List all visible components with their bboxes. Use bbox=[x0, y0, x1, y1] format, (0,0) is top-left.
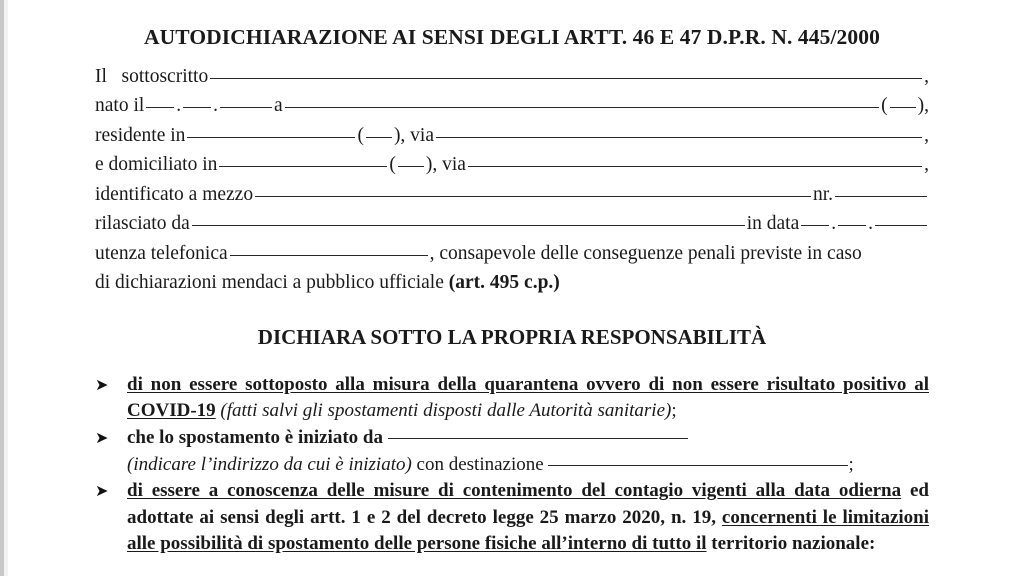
text-dichiarazioni-mendaci: di dichiarazioni mendaci a pubblico ufficiale bbox=[95, 272, 449, 294]
declaration-item-containment bbox=[127, 478, 929, 558]
input-residence-city[interactable] bbox=[187, 137, 355, 138]
field-row-utenza-telefonica bbox=[95, 244, 929, 274]
input-birth-month[interactable] bbox=[183, 107, 211, 108]
declaration-quarantine-note: (fatti salvi gli spostamenti disposti dalle Autorità sanitarie) bbox=[215, 400, 672, 422]
label-in-data: in data bbox=[746, 213, 800, 235]
field-row-identificato bbox=[95, 185, 929, 215]
field-row-domiciliato bbox=[95, 155, 929, 185]
label-residence-via: ), via bbox=[393, 124, 435, 146]
personal-details-fields bbox=[0, 51, 1024, 303]
declaration-origin-label: che lo spostamento è iniziato da bbox=[127, 427, 383, 449]
label-identificato-a-mezzo: identificato a mezzo bbox=[95, 183, 254, 205]
tail-domiciliato: , bbox=[924, 154, 929, 176]
input-movement-origin[interactable] bbox=[388, 438, 688, 439]
input-residence-street[interactable] bbox=[436, 137, 922, 138]
declaration-origin-note: (indicare l’indirizzo da cui è iniziato) bbox=[127, 453, 412, 475]
label-id-number: nr. bbox=[812, 183, 833, 205]
birth-date-separator-1: . bbox=[176, 95, 182, 117]
input-birth-day[interactable] bbox=[146, 107, 174, 108]
label-nato-a: a bbox=[274, 95, 283, 117]
issue-date-separator-1: . bbox=[831, 213, 837, 235]
input-birth-province[interactable] bbox=[890, 107, 916, 108]
declaration-containment-part1: di essere a conoscenza delle misure di contenimento del contagio vigenti alla data odierna bbox=[127, 480, 902, 502]
arrow-bullet-icon: ➤ bbox=[95, 428, 109, 448]
declarations-list bbox=[0, 350, 1024, 558]
arrow-bullet-icon: ➤ bbox=[95, 374, 109, 394]
input-id-document-number[interactable] bbox=[835, 196, 927, 197]
input-domicile-province[interactable] bbox=[398, 166, 424, 167]
label-residente-in: residente in bbox=[95, 124, 186, 146]
input-domicile-city[interactable] bbox=[219, 166, 387, 167]
field-row-residente bbox=[95, 126, 929, 156]
input-residence-province[interactable] bbox=[366, 137, 392, 138]
input-issue-day[interactable] bbox=[801, 225, 829, 226]
label-utenza-telefonica: utenza telefonica bbox=[95, 242, 228, 264]
paren-open-domicile-province: ( bbox=[389, 154, 396, 176]
declaration-quarantine-tail: ; bbox=[671, 400, 677, 422]
declaration-origin-tail: ; bbox=[848, 453, 854, 475]
label-rilasciato-da: rilasciato da bbox=[95, 213, 190, 235]
field-row-rilasciato bbox=[95, 214, 929, 244]
tail-consapevole: , consapevole delle conseguenze penali previste in caso bbox=[429, 242, 862, 264]
arrow-bullet-icon: ➤ bbox=[95, 481, 109, 501]
input-issue-year[interactable] bbox=[875, 225, 927, 226]
declaration-heading: DICHIARA SOTTO LA PROPRIA RESPONSABILITÀ bbox=[257, 324, 767, 349]
input-issue-month[interactable] bbox=[838, 225, 866, 226]
input-birth-year[interactable] bbox=[220, 107, 272, 108]
input-movement-destination[interactable] bbox=[548, 465, 848, 466]
declaration-containment-part2: ed adottate ai sensi degli artt. 1 e 2 del decreto legge 25 marzo 2020, n. 19, bbox=[127, 480, 929, 528]
declaration-item-quarantine bbox=[127, 372, 929, 425]
label-domicile-via: ), via bbox=[425, 154, 466, 176]
list-item bbox=[95, 372, 929, 425]
text-art-495-cp: (art. 495 c.p.) bbox=[448, 272, 560, 294]
list-item bbox=[95, 478, 929, 558]
issue-date-separator-2: . bbox=[868, 213, 873, 235]
declaration-item-origin bbox=[127, 425, 929, 478]
field-row-nato-il bbox=[95, 96, 929, 126]
page-title: AUTODICHIARAZIONE AI SENSI DEGLI ARTT. 46 E 47 D.P.R. N. 445/2000 bbox=[144, 25, 880, 49]
declaration-destination-label: con destinazione bbox=[411, 453, 549, 475]
input-id-document-type[interactable] bbox=[255, 196, 811, 197]
birth-date-separator-2: . bbox=[213, 95, 219, 117]
declaration-quarantine-main: di non essere sottoposto alla misura della quarantena ovvero di non essere risultato positivo al COVID-19 bbox=[127, 373, 929, 422]
input-phone-number[interactable] bbox=[230, 255, 428, 256]
declaration-containment-part4: territorio nazionale: bbox=[711, 533, 876, 555]
tail-residente: , bbox=[924, 124, 929, 146]
label-nato-il: nato il bbox=[95, 95, 145, 117]
declaration-containment-part3: concernenti le limitazioni alle possibilità di spostamento delle persone fisiche all’interno di tutto il bbox=[127, 506, 929, 555]
paren-open-residence-province: ( bbox=[357, 124, 364, 146]
tail-nato-il: ), bbox=[917, 95, 929, 117]
label-sottoscritto: Il sottoscritto bbox=[95, 65, 209, 87]
input-domicile-street[interactable] bbox=[468, 166, 922, 167]
input-sottoscritto[interactable] bbox=[210, 78, 922, 79]
input-issuing-authority[interactable] bbox=[192, 225, 745, 226]
field-row-sottoscritto bbox=[95, 67, 929, 97]
paren-open-birth-province: ( bbox=[881, 95, 888, 117]
tail-sottoscritto: , bbox=[924, 65, 929, 87]
field-row-dichiarazioni-mendaci bbox=[95, 273, 929, 303]
label-domiciliato-in: e domiciliato in bbox=[95, 154, 218, 176]
list-item bbox=[95, 425, 929, 478]
input-birth-place[interactable] bbox=[285, 107, 879, 108]
